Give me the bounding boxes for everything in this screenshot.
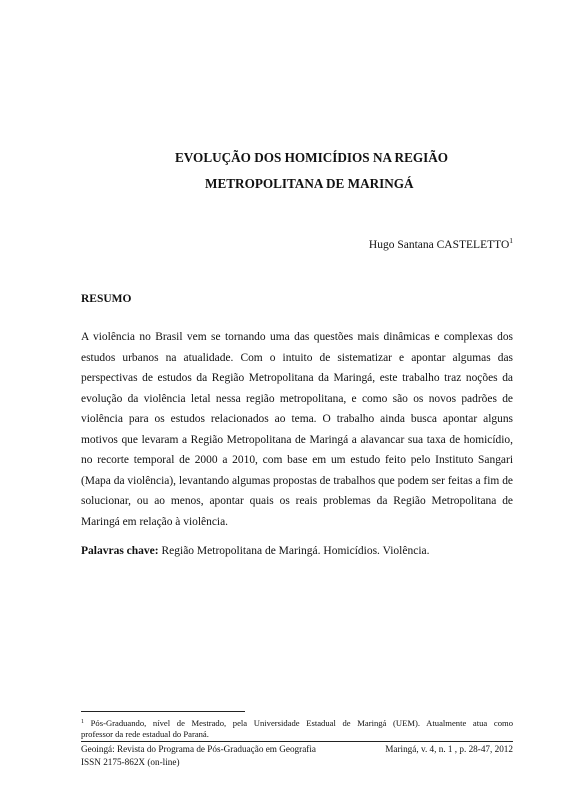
keywords-label: Palavras chave: bbox=[81, 545, 159, 557]
keywords-text: Região Metropolitana de Maringá. Homicídios. Violência. bbox=[158, 545, 430, 557]
abstract-line: evolução da violência letal nessa região metropolitana, e como são os novos padrões de bbox=[81, 392, 513, 405]
footer-citation: Maringá, v. 4, n. 1 , p. 28-47, 2012 bbox=[385, 744, 513, 754]
author-name-text: Hugo Santana CASTELETTO bbox=[368, 239, 510, 251]
abstract-line: solucionar, ou ao menos, apontar quais os reais problemas da Região Metropolitana de bbox=[81, 495, 513, 507]
abstract-line: perspectivas de estudos da Região Metropolitana da Maringá, este trabalho traz noções da bbox=[81, 372, 513, 384]
abstract-line: estudos urbanos na atualidade. Com o intuito de sistematizar e apontar algumas das bbox=[81, 351, 513, 364]
author-footnote-mark: 1 bbox=[509, 236, 513, 245]
footer-issn: ISSN 2175-862X (on-line) bbox=[81, 757, 180, 767]
author-name bbox=[369, 234, 513, 252]
abstract-body bbox=[81, 327, 513, 532]
footnote-mark: 1 bbox=[81, 719, 84, 725]
footnote bbox=[81, 717, 513, 739]
footnote-line-1 bbox=[81, 717, 513, 729]
abstract-line: violência para os estudos relacionados ao tema. O trabalho ainda busca apontar alguns bbox=[81, 413, 513, 425]
article-title-line-1: EVOLUÇÃO DOS HOMICÍDIOS NA REGIÃO bbox=[175, 150, 449, 165]
abstract-line: A violência no Brasil vem se tornando uma das questões mais dinâmicas e complexas dos bbox=[81, 331, 513, 343]
abstract-line: Maringá em relação à violência. bbox=[81, 515, 229, 528]
footnote-line-2: professor da rede estadual do Paraná. bbox=[81, 728, 209, 739]
abstract-heading: RESUMO bbox=[81, 293, 132, 305]
footer-journal: Geoingá: Revista do Programa de Pós-Graduação em Geografia bbox=[81, 744, 316, 754]
abstract-line: no recorte temporal de 2000 a 2010, com base em um estudo feito pelo Instituto Sangari bbox=[81, 454, 513, 466]
article-title-line-2: METROPOLITANA DE MARINGÁ bbox=[205, 176, 414, 191]
abstract-line: (Mapa da violência), levantando algumas propostas de trabalhos que podem ser feitas a fim de bbox=[81, 474, 513, 487]
keywords bbox=[81, 544, 430, 558]
footer-divider bbox=[81, 741, 513, 742]
abstract-line: motivos que levaram a Região Metropolitana de Maringá a alavancar sua taxa de homicídio, bbox=[81, 433, 513, 446]
footnote-divider bbox=[81, 711, 245, 712]
footnote-line-1-text: Pós-Graduando, nível de Mestrado, pela Universidade Estadual de Maringá (UEM). Atualmente atua como bbox=[84, 718, 513, 728]
